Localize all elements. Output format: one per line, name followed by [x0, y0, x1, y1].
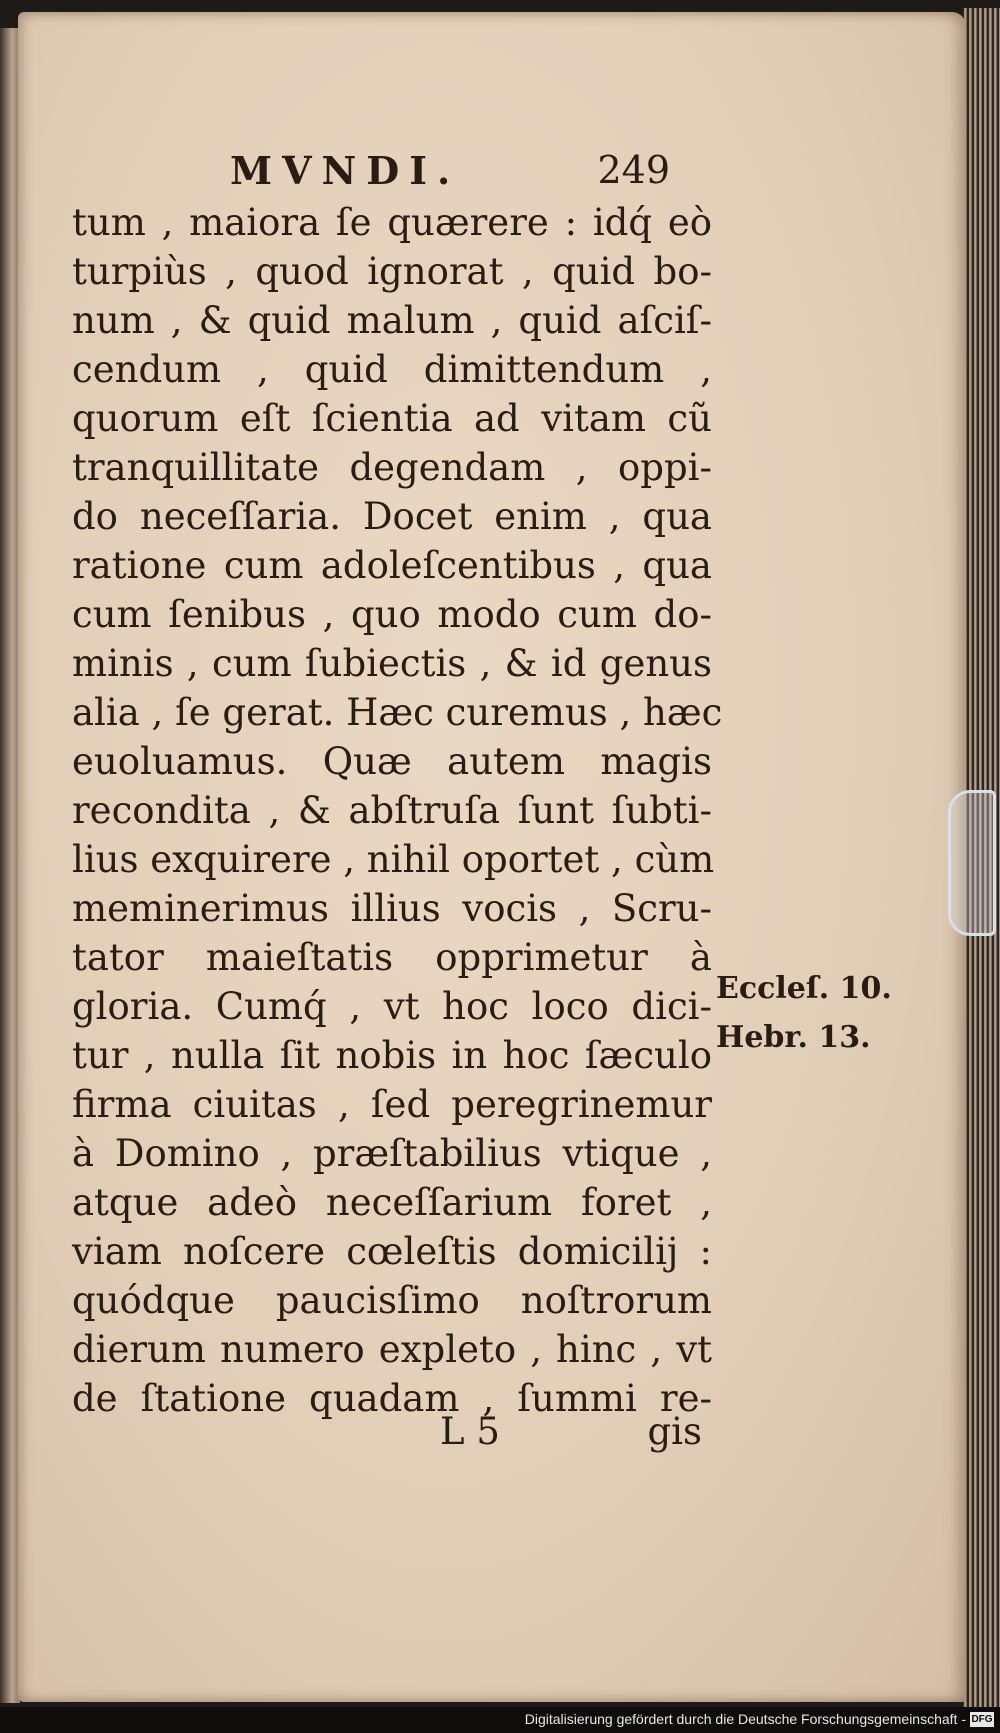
- text-line: à Domino , præſtabilius vtique ,: [72, 1132, 712, 1175]
- text-line: firma ciuitas , ſed peregrinemur: [72, 1083, 712, 1126]
- marginal-note: Eccleſ. 10.: [716, 971, 892, 1006]
- running-title: MVNDI.: [230, 148, 461, 193]
- text-line: cendum , quid dimittendum ,: [72, 348, 712, 391]
- text-line: cum ſenibus , quo modo cum do-: [72, 593, 712, 636]
- text-line: recondita , & abſtruſa ſunt ſubti-: [72, 789, 712, 832]
- marginal-notes: [716, 964, 906, 1062]
- catchword: gis: [647, 1410, 702, 1453]
- text-line: quódque paucisſimo noſtrorum: [72, 1279, 712, 1322]
- credit-bar: [0, 1707, 1000, 1733]
- text-line: viam noſcere cœleſtis domicilij :: [72, 1230, 712, 1273]
- marginal-note: Hebr. 13.: [716, 1020, 871, 1055]
- text-line: alia , ſe gerat. Hæc curemus , hæc: [72, 691, 723, 734]
- text-line: de ſtatione quadam , ſummi re-: [72, 1377, 712, 1420]
- signature-mark: L 5: [440, 1410, 500, 1453]
- text-line: quorum eſt ſcientia ad vitam cũ: [72, 397, 712, 440]
- text-line: atque adeò neceſſarium foret ,: [72, 1181, 712, 1224]
- text-line: meminerimus illius vocis , Scru-: [72, 887, 712, 930]
- text-line: ratione cum adoleſcentibus , qua: [72, 544, 712, 587]
- text-line: tur , nulla ſit nobis in hoc ſæculo: [72, 1034, 712, 1077]
- page-clip: [948, 790, 996, 936]
- text-line: turpiùs , quod ignorat , quid bo-: [72, 250, 712, 293]
- page-header: [230, 148, 670, 196]
- facing-page-edge: [0, 28, 20, 1703]
- text-line: lius exquirere , nihil oportet , cùm: [72, 838, 715, 881]
- text-line: euoluamus. Quæ autem magis: [72, 740, 712, 783]
- text-line: tator maieſtatis opprimetur à: [72, 936, 712, 979]
- text-line: tranquillitate degendam , oppi-: [72, 446, 712, 489]
- dfg-logo: DFG: [971, 1714, 993, 1725]
- body-text: [72, 198, 723, 1423]
- text-line: dierum numero expleto , hinc , vt: [72, 1328, 712, 1371]
- text-line: tum , maiora ſe quærere : idq́ eò: [72, 201, 712, 244]
- text-line: do neceſſaria. Docet enim , qua: [72, 495, 712, 538]
- text-line: num , & quid malum , quid aſciſ-: [72, 299, 712, 342]
- text-line: minis , cum ſubiectis , & id genus: [72, 642, 712, 685]
- text-line: gloria. Cumq́ , vt hoc loco dici-: [72, 985, 712, 1028]
- page-footer: [72, 1410, 712, 1460]
- page-number: 249: [597, 148, 670, 192]
- funding-credit: Digitalisierung gefördert durch die Deutsche Forschungsgemeinschaft -: [524, 1711, 966, 1727]
